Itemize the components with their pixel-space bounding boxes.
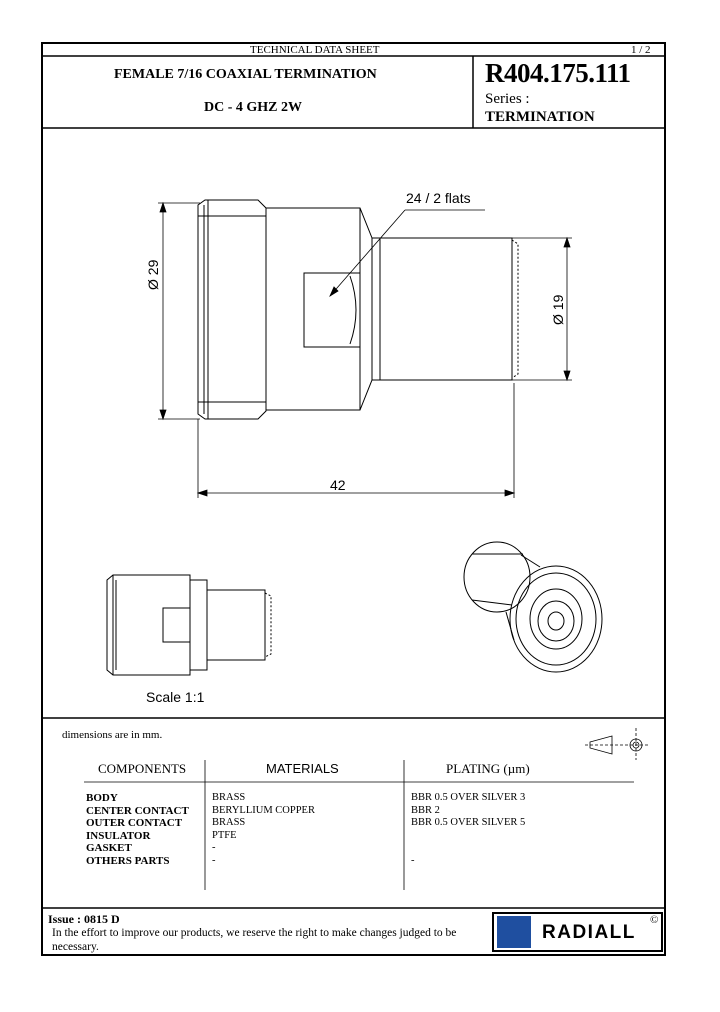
plating-cell xyxy=(411,830,525,843)
perspective-view xyxy=(464,542,602,672)
issue-label: Issue : 0815 D xyxy=(48,912,120,926)
plating-cell: BBR 0.5 OVER SILVER 3 xyxy=(411,792,526,803)
part-number: R404.175.111 xyxy=(485,58,631,88)
col-header-materials: MATERIALS xyxy=(266,761,339,776)
radiall-logo xyxy=(492,912,663,952)
brand-name: RADIALL xyxy=(542,922,636,943)
disclaimer-line-1: In the effort to improve our products, we reserve the right to make changes judged to be xyxy=(52,927,457,939)
scale-label: Scale 1:1 xyxy=(146,689,205,705)
plating-cell: BBR 0.5 OVER SILVER 5 xyxy=(411,817,526,828)
material-cell: BERYLLIUM COPPER xyxy=(212,804,315,816)
col-header-components: COMPONENTS xyxy=(98,761,187,776)
component-cell: OTHERS PARTS xyxy=(86,854,170,867)
series-value: TERMINATION xyxy=(485,109,595,125)
dimensions-note: dimensions are in mm. xyxy=(62,729,163,741)
diameter-19-label: Ø 19 xyxy=(550,294,566,325)
product-subtitle: DC - 4 GHZ 2W xyxy=(204,100,302,115)
series-label: Series : xyxy=(485,91,530,107)
scale-view xyxy=(107,575,271,675)
components-column xyxy=(86,792,189,867)
doc-type: TECHNICAL DATA SHEET xyxy=(250,44,380,56)
component-cell: CENTER CONTACT xyxy=(86,804,189,817)
plating-cell: BBR 2 xyxy=(411,804,440,816)
component-cell: BODY xyxy=(86,792,118,804)
component-cell: INSULATOR xyxy=(86,829,151,842)
diameter-29-label: Ø 29 xyxy=(145,259,161,290)
main-view xyxy=(198,200,518,419)
material-cell: BRASS xyxy=(212,817,246,828)
material-cell: - xyxy=(212,854,216,866)
col-header-plating: PLATING (µm) xyxy=(446,761,530,776)
radiall-mark-icon xyxy=(497,916,531,948)
material-cell: - xyxy=(212,842,216,853)
material-cell: BRASS xyxy=(212,792,246,803)
plating-cell xyxy=(411,842,525,855)
projection-symbol xyxy=(585,728,650,760)
plating-cell: - xyxy=(411,854,415,866)
copyright-symbol: © xyxy=(650,914,659,926)
header-lines xyxy=(43,56,665,908)
flats-label: 24 / 2 flats xyxy=(406,190,471,206)
disclaimer-line-2: necessary. xyxy=(52,941,99,953)
component-cell: GASKET xyxy=(86,842,132,854)
component-cell: OUTER CONTACT xyxy=(86,817,183,829)
material-cell: PTFE xyxy=(212,829,237,841)
product-title: FEMALE 7/16 COAXIAL TERMINATION xyxy=(114,67,377,82)
plating-column xyxy=(411,792,525,867)
page-number: 1 / 2 xyxy=(631,44,651,56)
length-label: 42 xyxy=(330,477,346,493)
materials-column xyxy=(212,792,315,867)
dimension-lines xyxy=(158,203,572,498)
